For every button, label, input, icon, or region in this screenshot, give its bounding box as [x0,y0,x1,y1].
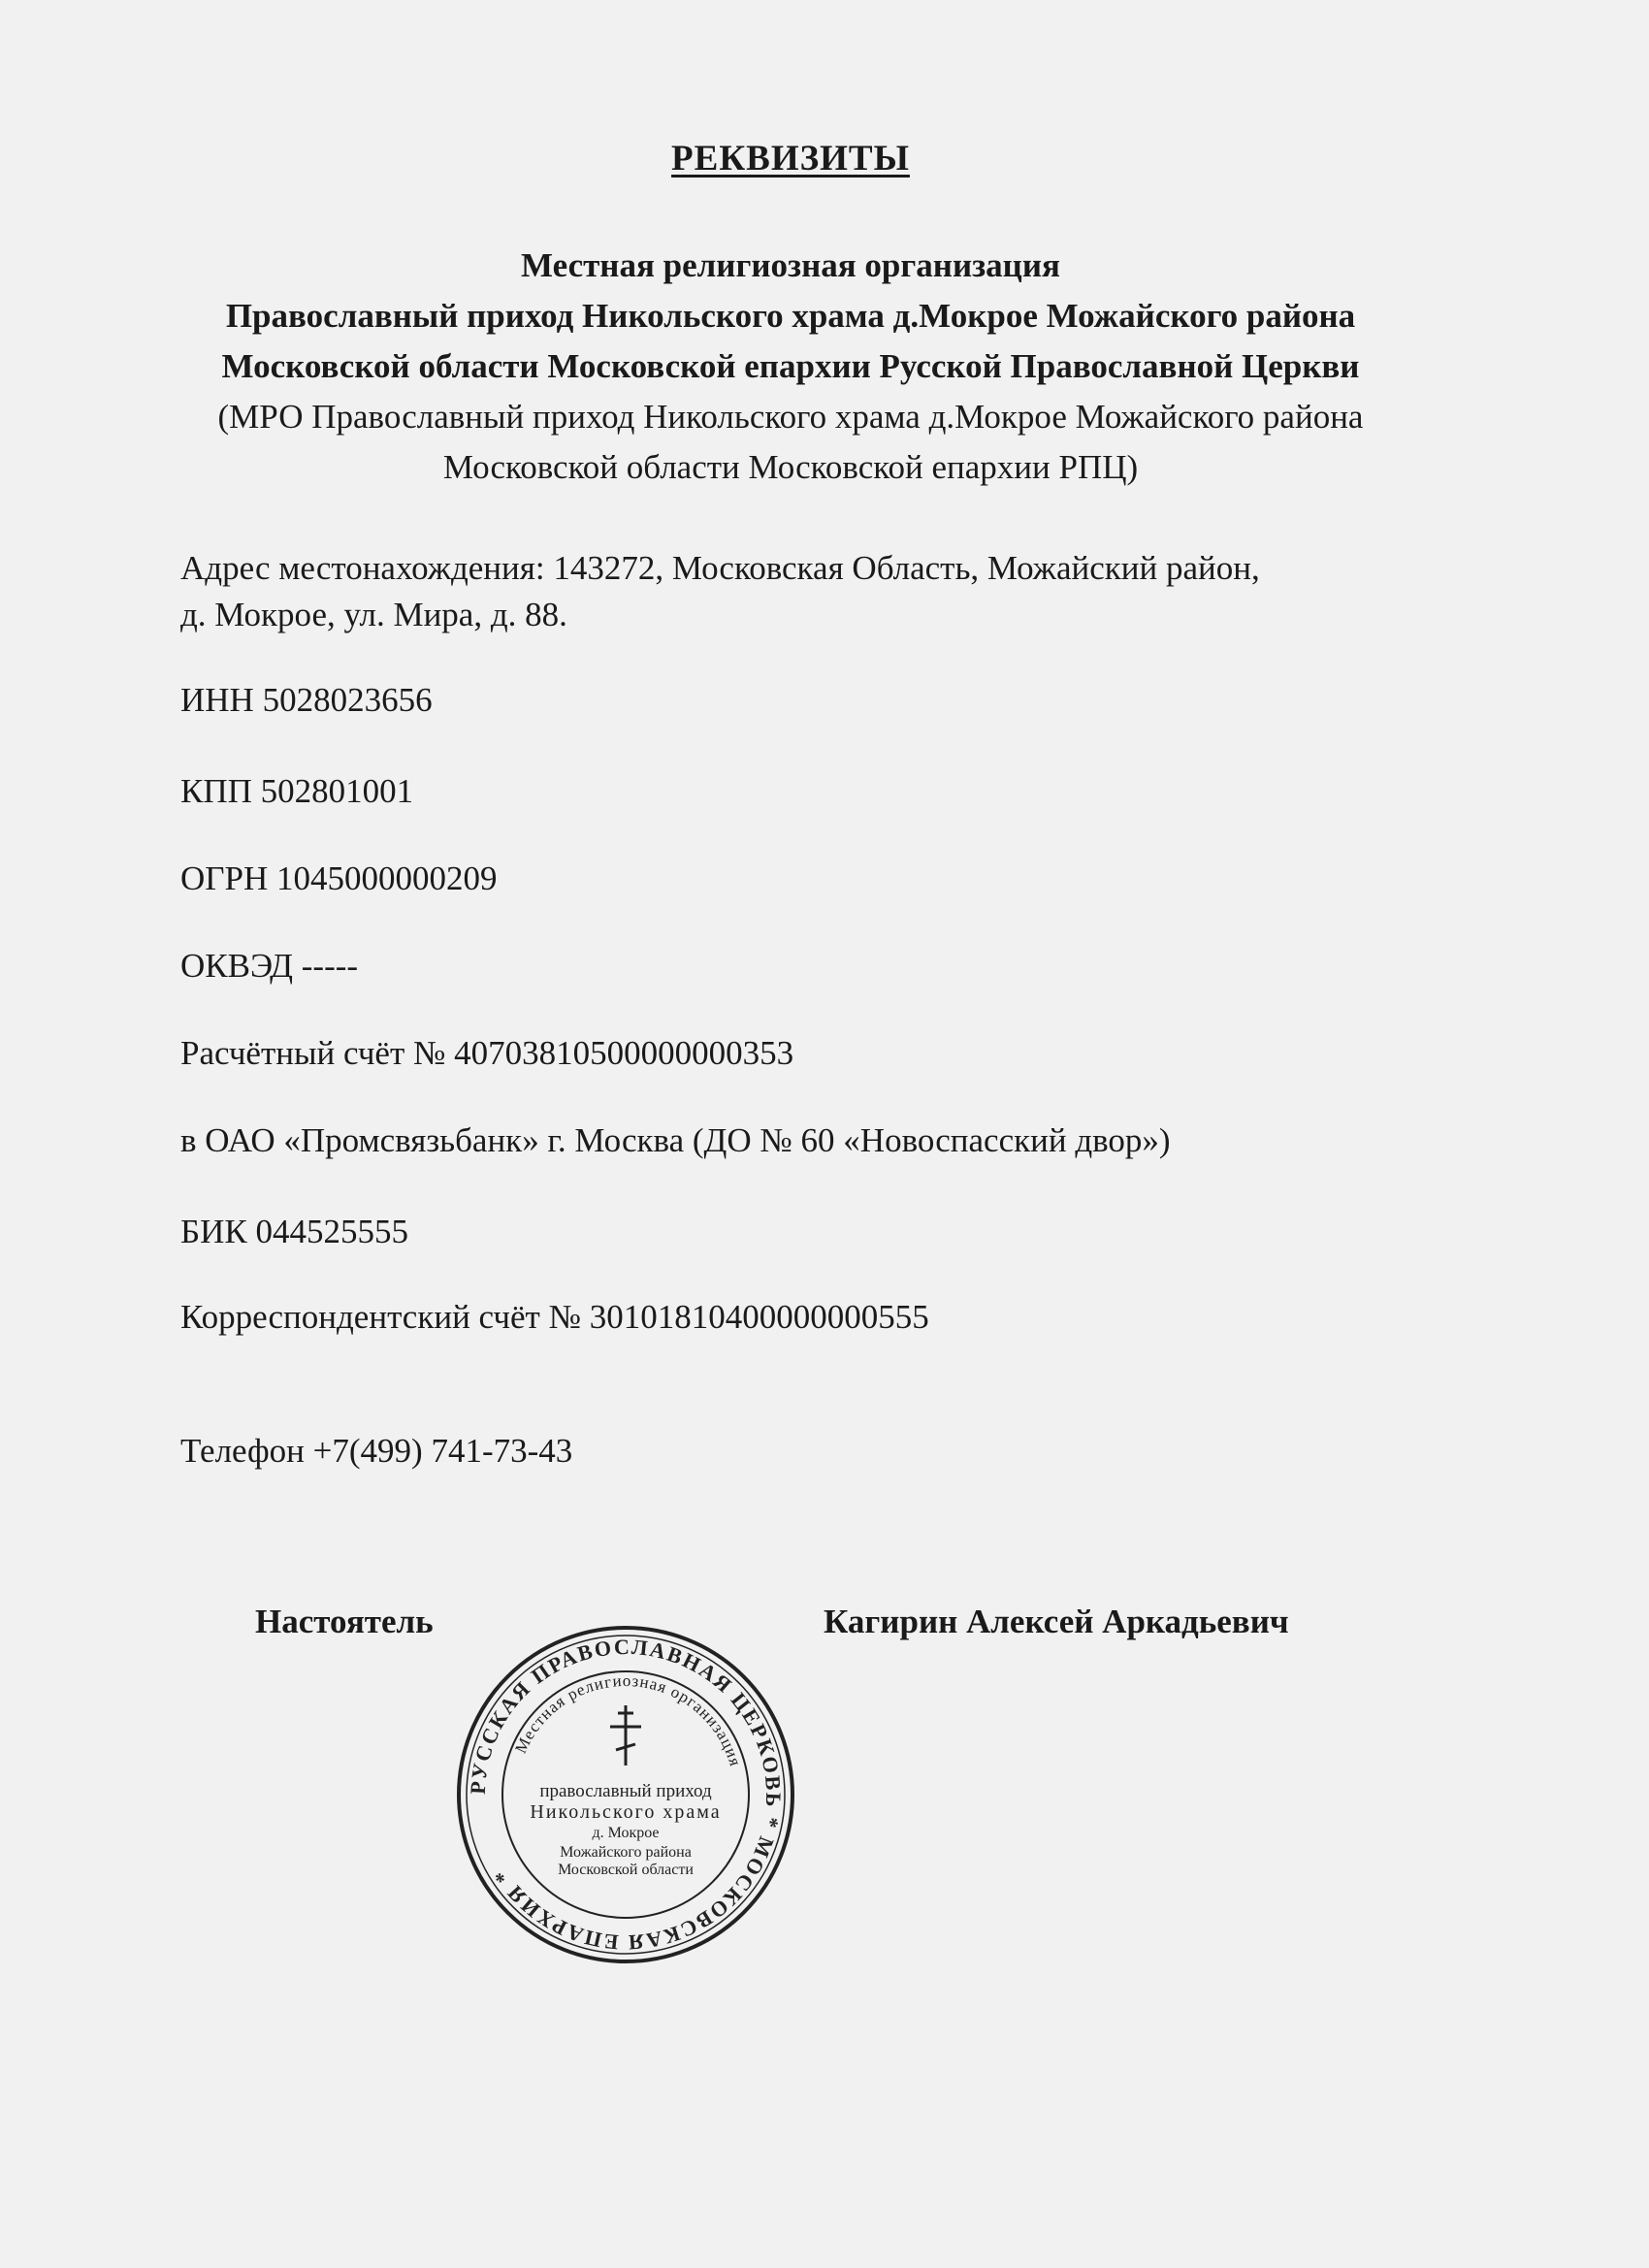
seal-center-line-4: Можайского района [560,1844,692,1861]
seal-graphic [451,1620,800,1969]
bik-field: БИК 044525555 [180,1213,408,1250]
church-seal [451,1620,800,1969]
signatory-role: Настоятель [255,1603,434,1640]
bank-field: в ОАО «Промсвязьбанк» г. Москва (ДО № 60 «Новоспасский двор») [180,1121,1171,1159]
kpp-field: КПП 502801001 [180,772,414,810]
org-line-1: Местная религиозная организация [521,246,1060,284]
address-line-2: д. Мокрое, ул. Мира, д. 88. [180,596,567,633]
seal-center-line-3: д. Мокрое [592,1825,660,1841]
corr-account-field: Корреспондентский счёт № 30101810400000000555 [180,1298,929,1336]
inn-field: ИНН 5028023656 [180,681,433,719]
org-line-3: Московской области Московской епархии Русской Православной Церкви [221,347,1360,385]
signatory-name: Кагирин Алексей Аркадьевич [824,1603,1289,1640]
phone-field: Телефон +7(499) 741-73-43 [180,1432,573,1470]
address-line-1: Адрес местонахождения: 143272, Московская Область, Можайский район, [180,549,1260,587]
seal-center-line-5: Московской области [558,1862,694,1878]
org-short-line-2: Московской области Московской епархии РПЦ) [442,448,1139,486]
okved-field: ОКВЭД ----- [180,947,359,985]
seal-inner-text: Местная религиозная организация [511,1670,745,1769]
account-field: Расчётный счёт № 40703810500000000353 [180,1034,794,1072]
orthodox-cross-icon [610,1705,641,1766]
org-short-line-1: (МРО Православный приход Никольского храма д.Мокрое Можайского района [217,398,1364,436]
seal-center-line-1: православный приход [539,1781,712,1801]
seal-outer-text: РУССКАЯ ПРАВОСЛАВНАЯ ЦЕРКОВЬ * МОСКОВСКАЯ ЕПАРХИЯ * [465,1634,787,1956]
address-field [180,545,1260,638]
seal-center-line-2: Никольского храма [530,1801,722,1823]
org-line-2: Православный приход Никольского храма д.Мокрое Можайского района [225,297,1356,335]
organization-block [0,241,1581,493]
ogrn-field: ОГРН 1045000000209 [180,859,498,897]
document-title: РЕКВИЗИТЫ [671,139,910,178]
